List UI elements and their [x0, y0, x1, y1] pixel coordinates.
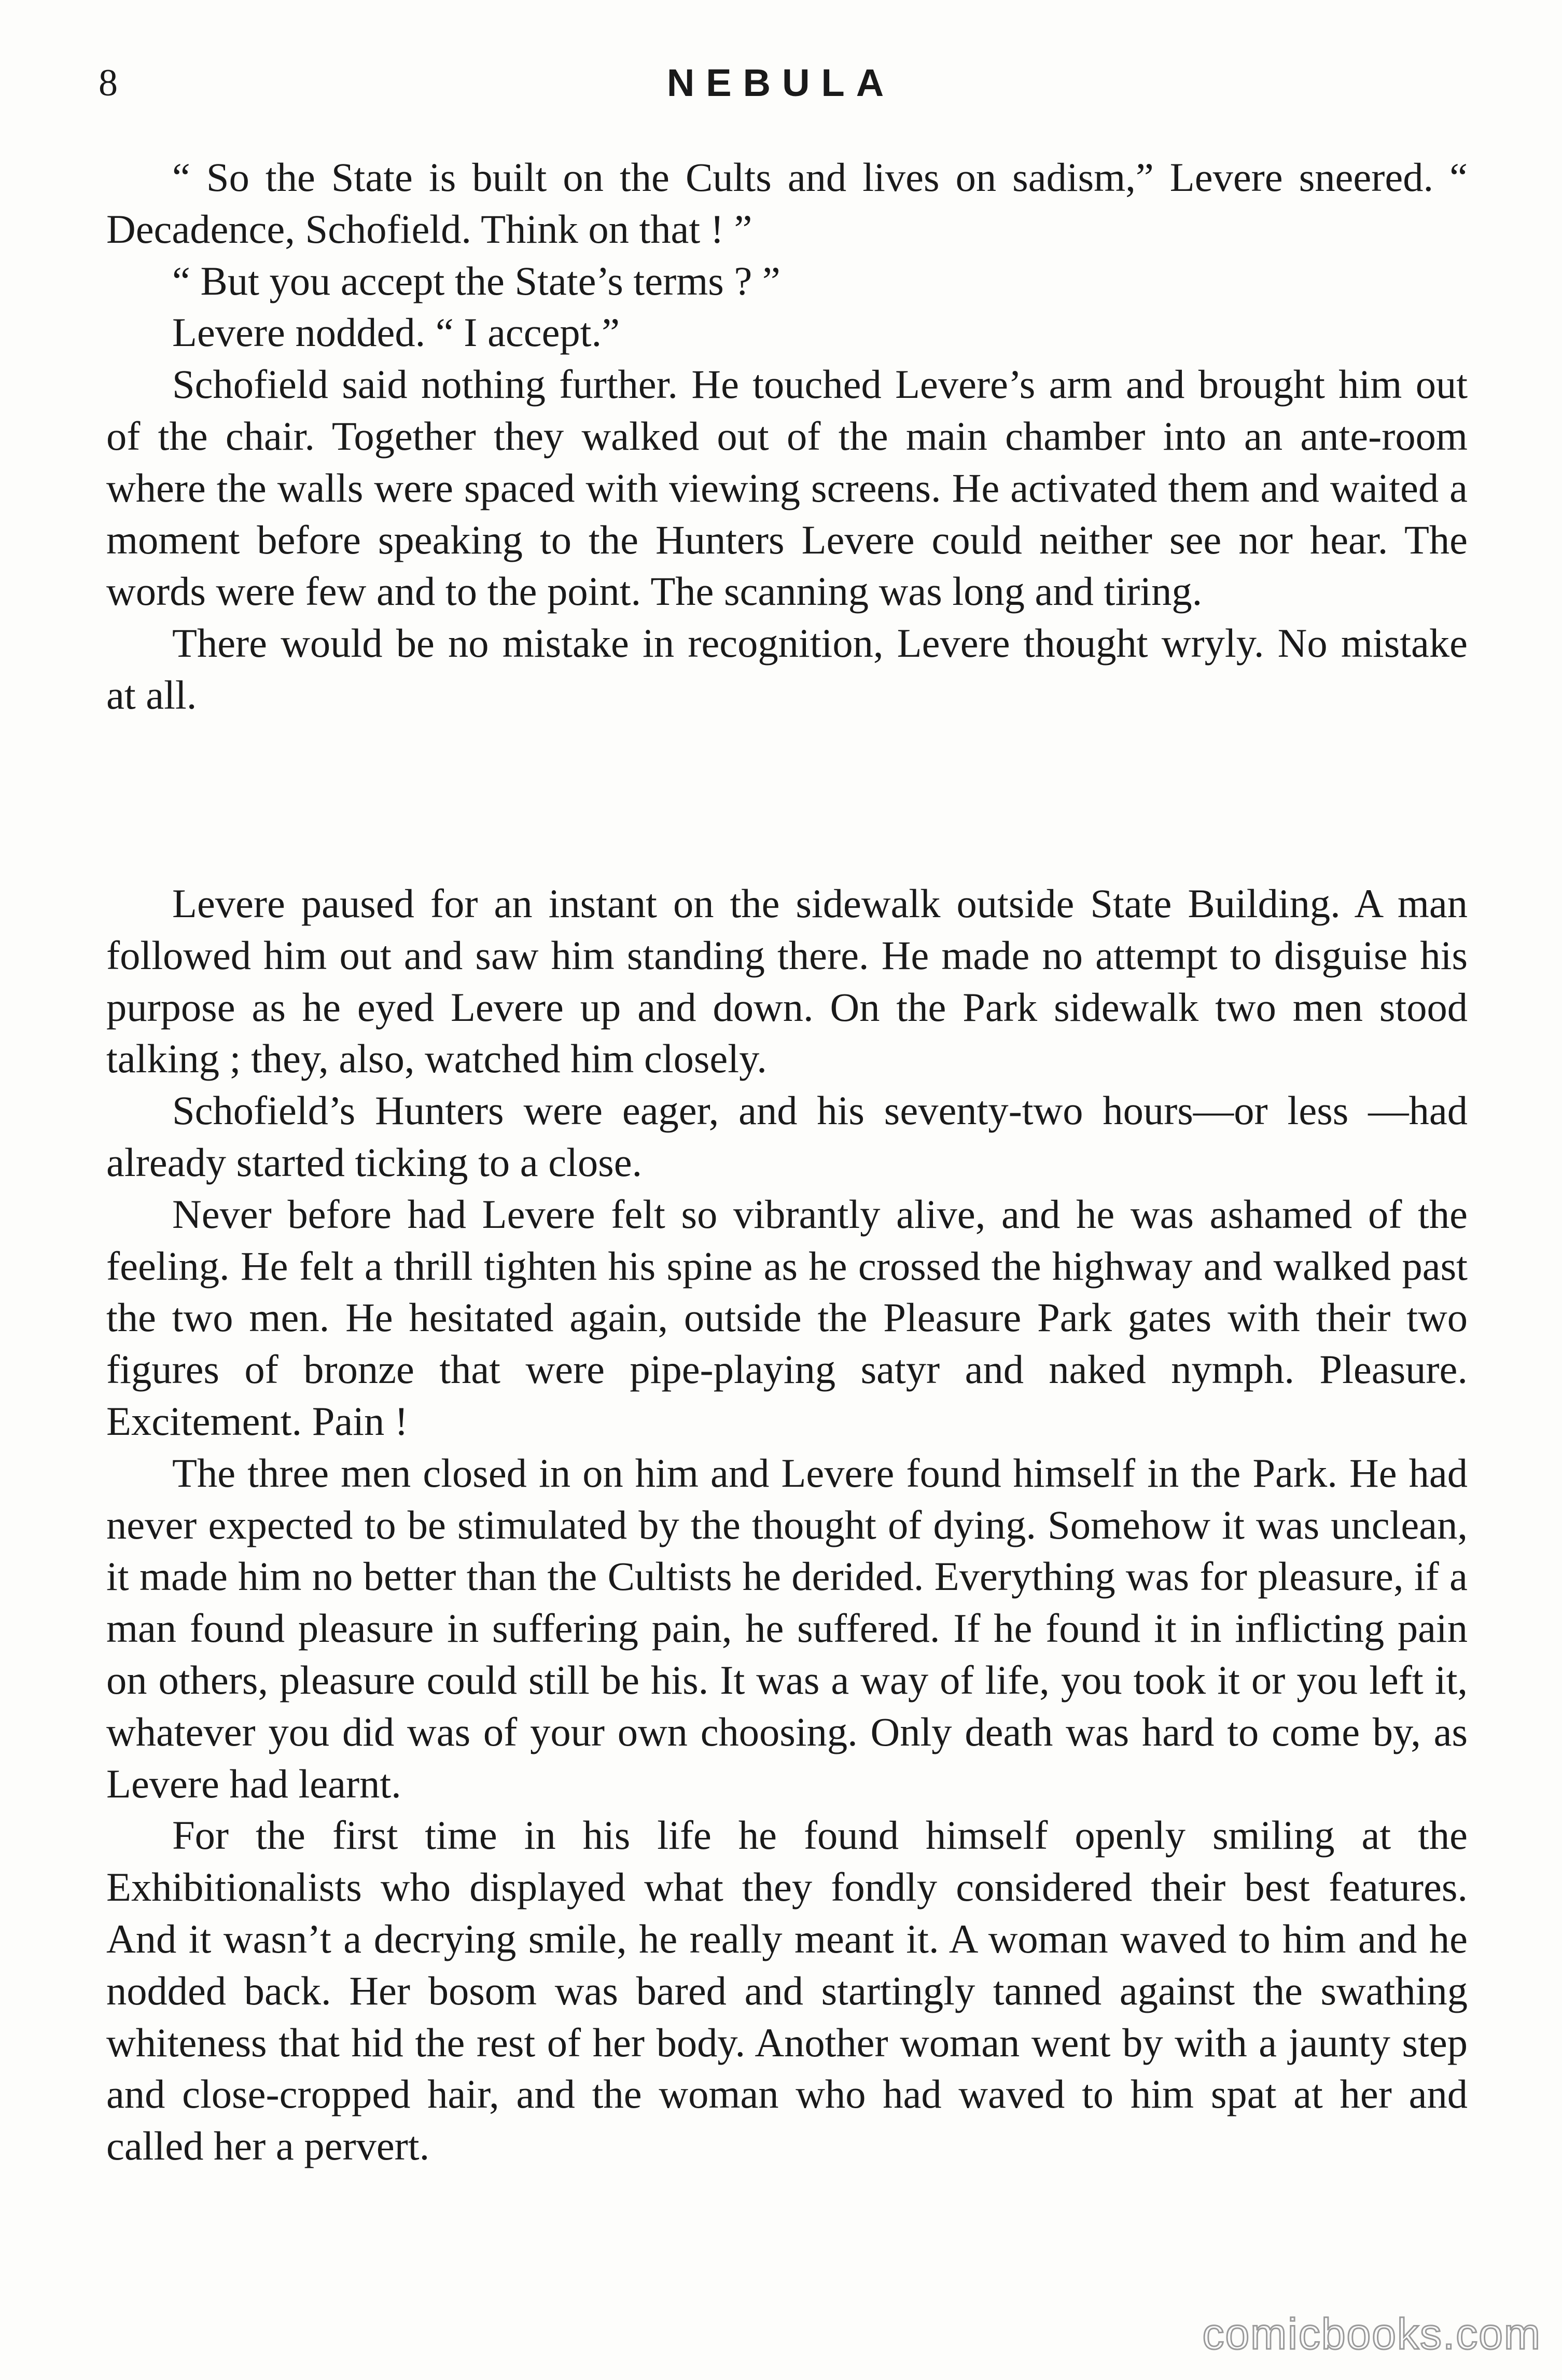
running-head: NEBULA [666, 61, 896, 104]
paragraph: “ So the State is built on the Cults and lives on sadism,” Levere sneered. “ Decadence, Schofield. Think on that ! ” [106, 155, 1468, 252]
page-header [99, 54, 1463, 112]
paragraph: “ But you accept the State’s terms ? ” [172, 258, 780, 303]
paragraph: Levere paused for an instant on the sidewalk outside State Building. A man followed him out and saw him standing there. He made no attempt to disguise his purpose as he eyed Levere up and down. On the Park sidewalk two men stood talking ; they, also, watched him closely. [106, 881, 1468, 1082]
text-section-2 [106, 878, 1468, 2172]
site-watermark: comicbooks.com [1202, 2309, 1541, 2358]
text-section-1 [106, 151, 1468, 721]
paragraph: Schofield said nothing further. He touched Levere’s arm and brought him out of the chair. Together they walked out of the main chamber into an ante-room where the walls were spaced with viewing screens. He activated them and waited a moment before speaking to the Hunters Levere could neither see nor hear. The words were few and to the point. The scanning was long and tiring. [106, 362, 1468, 614]
paragraph: There would be no mistake in recognition, Levere thought wryly. No mistake at all. [106, 620, 1468, 717]
paragraph: The three men closed in on him and Levere found himself in the Park. He had never expected to be stimulated by the thought of dying. Somehow it was unclean, it made him no better than the Cultists he derided. Everything was for pleasure, if a man found pleasure in suffering pain, he suffered. If he found it in inflicting pain on others, pleasure could still be his. It was a way of life, you took it or you left it, whatever you did was of your own choosing. Only death was hard to come by, as Levere had learnt. [106, 1450, 1468, 1806]
paragraph: Never before had Levere felt so vibrantly alive, and he was ashamed of the feeling. He felt a thrill tighten his spine as he crossed the highway and walked past the two men. He hesitated again, outside the Pleasure Park gates with their two figures of bronze that were pipe-playing satyr and naked nymph. Pleasure. Excitement. Pain ! [106, 1191, 1468, 1444]
paragraph: For the first time in his life he found himself openly smiling at the Exhibitionalists who displayed what they fondly considered their best features. And it wasn’t a decrying smile, he really meant it. A woman waved to him and he nodded back. Her bosom was bared and startingly tanned against the swathing whiteness that hid the rest of her body. Another woman went by with a jaunty step and close-cropped hair, and the woman who had waved to him spat at her and called her a pervert. [106, 1812, 1468, 2169]
page-number: 8 [99, 62, 118, 104]
paragraph: Levere nodded. “ I accept.” [172, 310, 620, 355]
paragraph: Schofield’s Hunters were eager, and his seventy-two hours—or less —had already started ticking to a close. [106, 1088, 1468, 1185]
